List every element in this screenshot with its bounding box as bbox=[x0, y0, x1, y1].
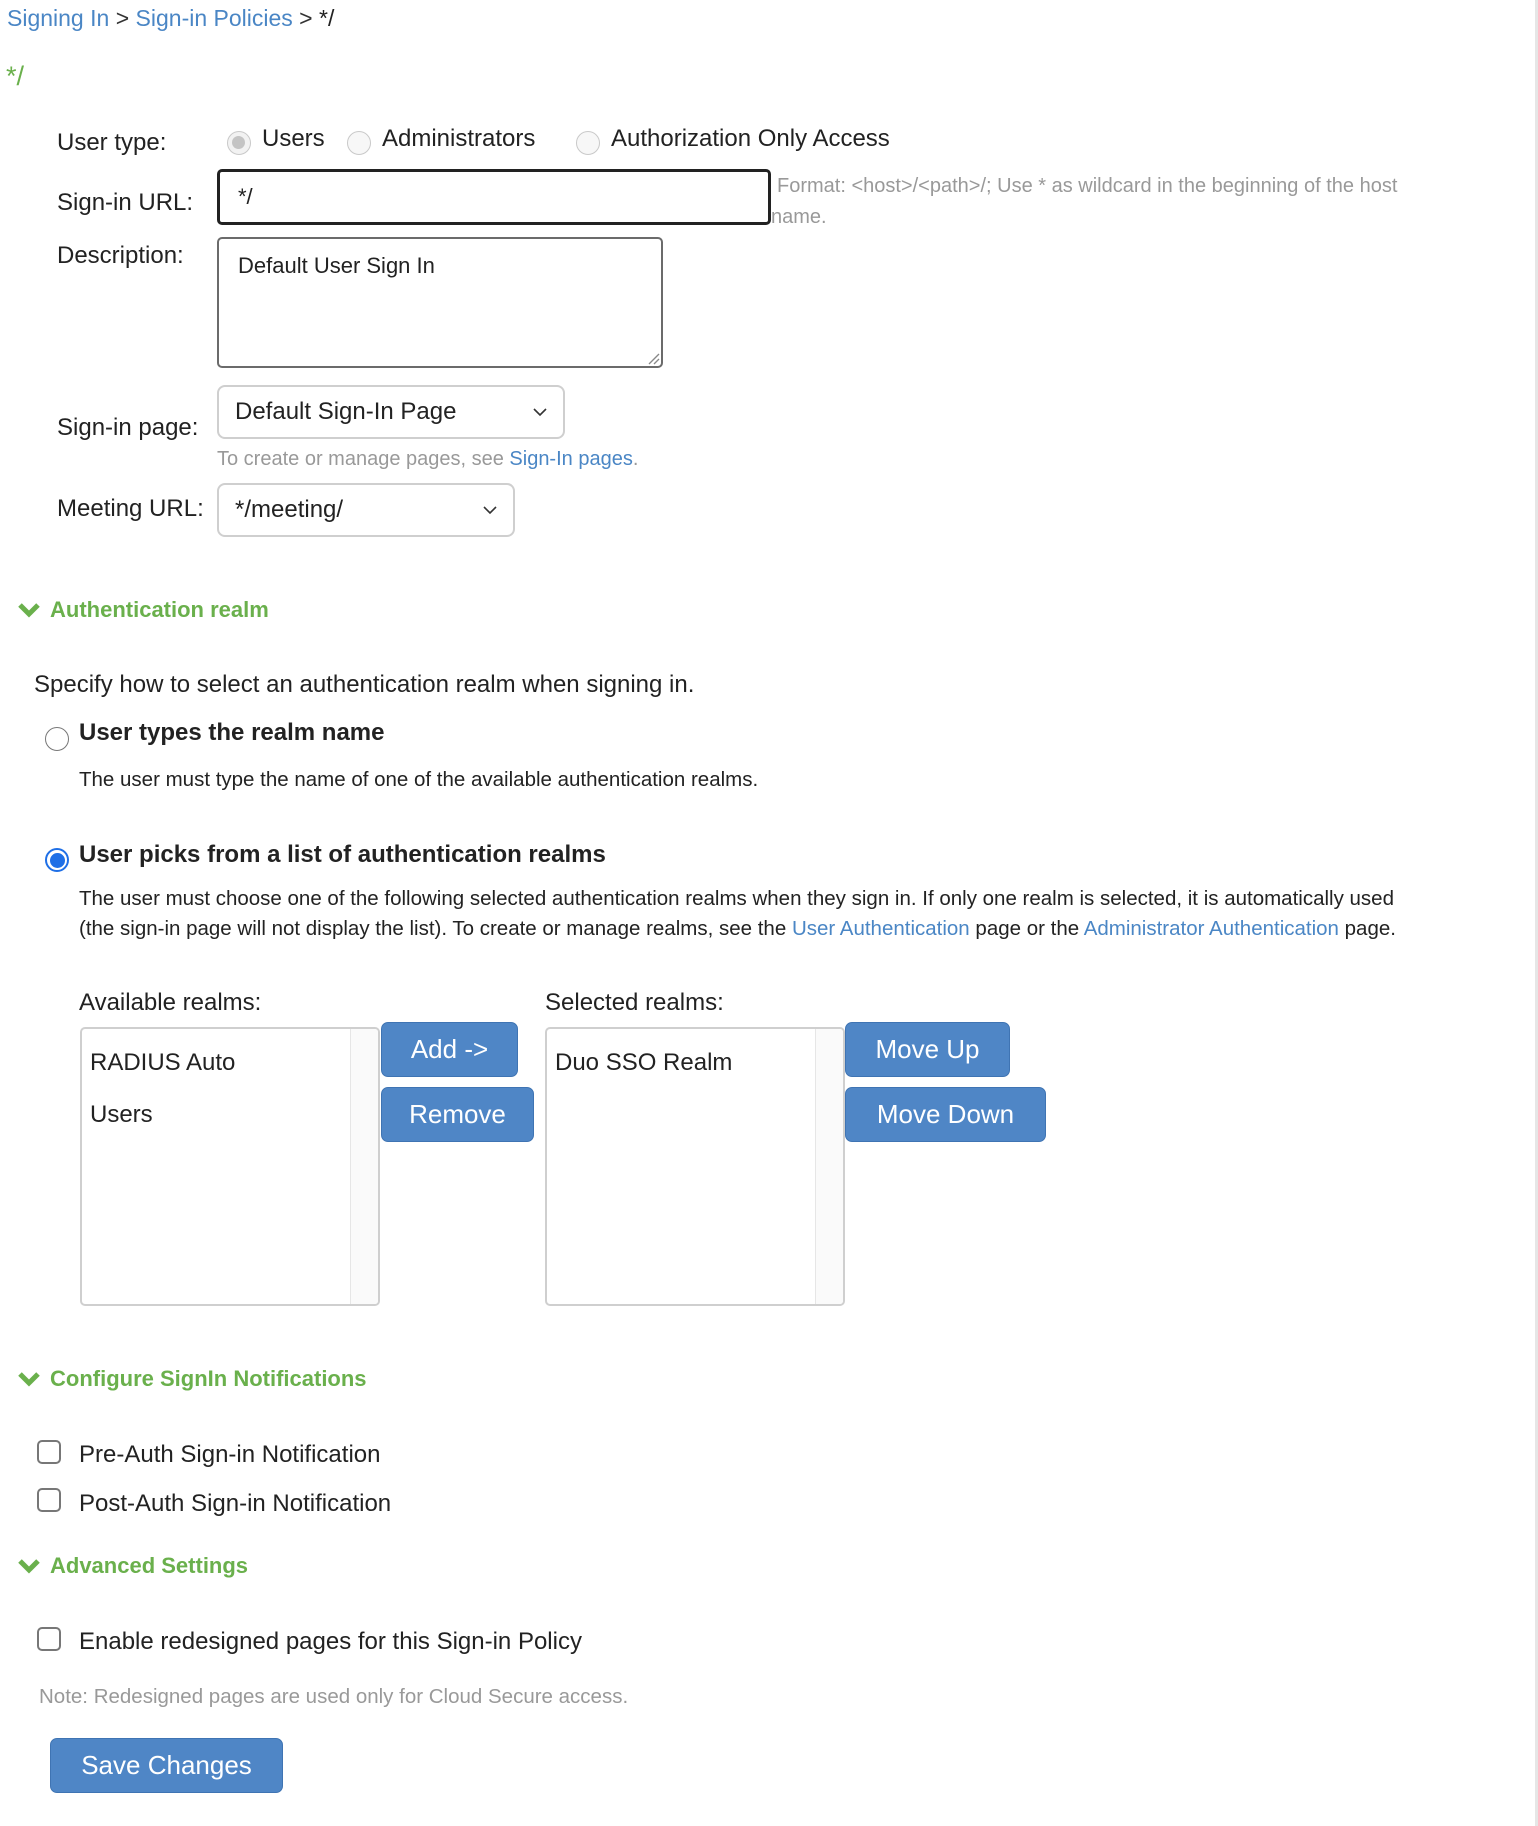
resize-grip-icon[interactable] bbox=[646, 351, 660, 365]
breadcrumb-separator: > bbox=[115, 5, 130, 31]
signin-page-hint bbox=[217, 444, 638, 474]
page-title: */ bbox=[6, 61, 25, 91]
signin-pages-link[interactable]: Sign-In pages bbox=[509, 448, 633, 470]
chevron-down-icon bbox=[533, 405, 547, 419]
notifications-section-toggle[interactable] bbox=[18, 1366, 367, 1392]
notifications-header: Configure SignIn Notifications bbox=[50, 1366, 367, 1391]
user-type-authorization-only-label: Authorization Only Access bbox=[611, 125, 890, 152]
signin-url-hint-line2: name. bbox=[771, 206, 827, 228]
breadcrumb-separator: > bbox=[299, 5, 313, 31]
auth-realm-intro: Specify how to select an authentication realm when signing in. bbox=[34, 671, 695, 698]
user-type-users-label: Users bbox=[262, 125, 325, 152]
user-type-administrators-radio[interactable] bbox=[347, 131, 371, 155]
realm-pick-title: User picks from a list of authentication realms bbox=[79, 841, 606, 868]
advanced-section-toggle[interactable] bbox=[18, 1553, 248, 1579]
administrator-authentication-link[interactable]: Administrator Authentication bbox=[1083, 917, 1339, 940]
user-type-users-radio[interactable] bbox=[227, 131, 251, 155]
available-realm-option[interactable]: RADIUS Auto bbox=[90, 1049, 236, 1076]
signin-url-input[interactable] bbox=[217, 169, 771, 225]
post-auth-notification-label: Post-Auth Sign-in Notification bbox=[79, 1490, 392, 1517]
desc-text: page or the bbox=[969, 917, 1084, 940]
description-label: Description: bbox=[57, 242, 184, 269]
signin-page-selected-value: Default Sign-In Page bbox=[235, 398, 457, 425]
move-down-button[interactable]: Move Down bbox=[845, 1087, 1046, 1142]
desc-text: (the sign-in page will not display the list). To create or manage realms, see the bbox=[79, 917, 792, 940]
chevron-down-icon bbox=[18, 1371, 40, 1387]
realm-type-title: User types the realm name bbox=[79, 719, 385, 746]
meeting-url-select[interactable] bbox=[217, 483, 515, 537]
pre-auth-notification-checkbox[interactable] bbox=[37, 1440, 61, 1464]
selected-realms-listbox[interactable] bbox=[545, 1027, 845, 1306]
available-realms-listbox[interactable] bbox=[80, 1027, 380, 1306]
chevron-down-icon bbox=[18, 1558, 40, 1574]
available-realms-label: Available realms: bbox=[79, 989, 262, 1016]
remove-realm-button[interactable]: Remove bbox=[381, 1087, 534, 1142]
realm-type-desc: The user must type the name of one of the available authentication realms. bbox=[79, 768, 759, 791]
realm-pick-desc-line1: The user must choose one of the following selected authentication realms when they sign in. If only one realm is selected, it is automatically used bbox=[79, 887, 1394, 910]
breadcrumb-current: */ bbox=[319, 5, 335, 31]
auth-realm-section-toggle[interactable] bbox=[18, 597, 269, 623]
chevron-down-icon bbox=[18, 602, 40, 618]
pre-auth-notification-label: Pre-Auth Sign-in Notification bbox=[79, 1441, 381, 1468]
meeting-url-selected-value: */meeting/ bbox=[235, 496, 344, 523]
add-realm-button[interactable]: Add -> bbox=[381, 1022, 518, 1077]
enable-redesigned-pages-checkbox[interactable] bbox=[37, 1627, 61, 1651]
selected-realms-label: Selected realms: bbox=[545, 989, 724, 1016]
breadcrumb bbox=[7, 2, 334, 34]
realm-pick-desc-line2 bbox=[79, 914, 1396, 944]
signin-page-hint-text: To create or manage pages, see bbox=[217, 448, 510, 470]
selected-realm-option[interactable]: Duo SSO Realm bbox=[555, 1049, 733, 1076]
breadcrumb-sign-in-policies[interactable]: Sign-in Policies bbox=[135, 5, 293, 31]
user-authentication-link[interactable]: User Authentication bbox=[791, 917, 970, 940]
advanced-header: Advanced Settings bbox=[50, 1553, 249, 1578]
meeting-url-label: Meeting URL: bbox=[57, 495, 204, 522]
realm-type-radio[interactable] bbox=[45, 727, 69, 751]
breadcrumb-signing-in[interactable]: Signing In bbox=[7, 5, 110, 31]
desc-text: page. bbox=[1338, 917, 1396, 940]
user-type-administrators-label: Administrators bbox=[382, 125, 536, 152]
user-type-authorization-only-radio[interactable] bbox=[576, 131, 600, 155]
signin-page-select[interactable] bbox=[217, 385, 565, 439]
enable-redesigned-pages-label: Enable redesigned pages for this Sign-in Policy bbox=[79, 1628, 582, 1655]
hint-period: . bbox=[632, 448, 639, 470]
available-realms-scrollbar[interactable] bbox=[350, 1029, 378, 1304]
redesigned-pages-note: Note: Redesigned pages are used only for Cloud Secure access. bbox=[39, 1685, 629, 1708]
user-type-label: User type: bbox=[57, 129, 167, 156]
description-textarea-wrap bbox=[217, 237, 663, 368]
available-realm-option[interactable]: Users bbox=[90, 1101, 153, 1128]
signin-url-hint-line1: Format: <host>/<path>/; Use * as wildcard in the beginning of the host bbox=[777, 175, 1398, 197]
signin-url-label: Sign-in URL: bbox=[57, 189, 194, 216]
signin-page-label: Sign-in page: bbox=[57, 414, 199, 441]
post-auth-notification-checkbox[interactable] bbox=[37, 1488, 61, 1512]
move-up-button[interactable]: Move Up bbox=[845, 1022, 1010, 1077]
realm-pick-radio[interactable] bbox=[45, 848, 69, 872]
chevron-down-icon bbox=[483, 503, 497, 517]
auth-realm-header: Authentication realm bbox=[50, 597, 269, 622]
description-textarea[interactable] bbox=[217, 237, 663, 368]
save-changes-button[interactable]: Save Changes bbox=[50, 1738, 283, 1793]
selected-realms-scrollbar[interactable] bbox=[815, 1029, 843, 1304]
